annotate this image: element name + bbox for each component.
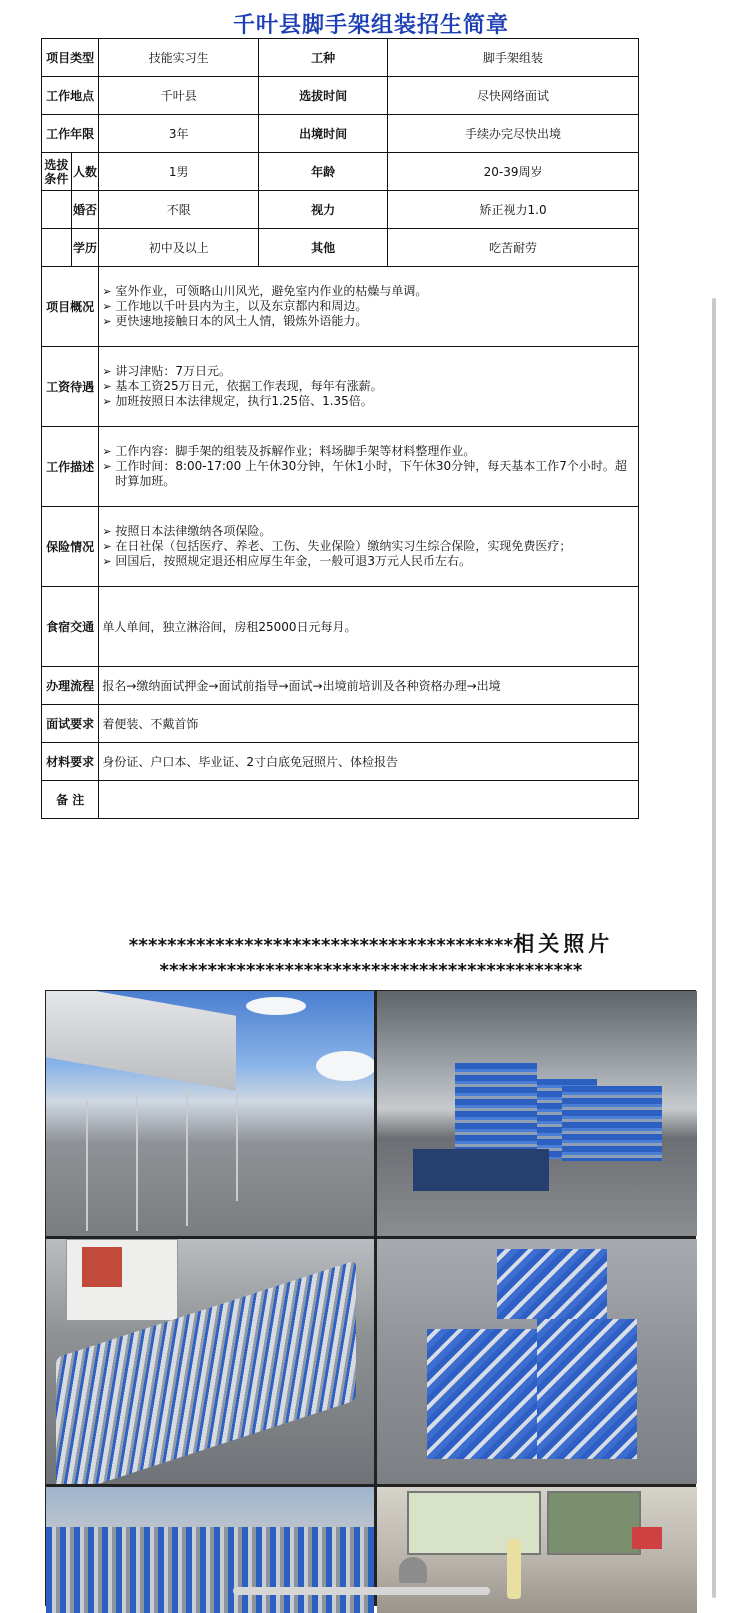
vending-machine-panel [82, 1247, 122, 1287]
scrollbar-thumb[interactable] [712, 298, 716, 1598]
cell-value: 不限 [99, 191, 259, 229]
cell-value: 报名→缴纳面试押金→面试前指导→面试→出境前培训及各种资格办理→出境 [99, 667, 639, 705]
scaffold-stack [455, 1063, 537, 1153]
photo-scaffold-frames[interactable] [377, 1239, 697, 1484]
stars-decoration: **************************************** [128, 935, 514, 956]
cell-empty [42, 191, 72, 229]
photo-construction-site[interactable] [46, 991, 374, 1236]
list-item: ➢ 加班按照日本法律规定，执行1.25倍、1.35倍。 [102, 394, 636, 409]
red-object-shape [632, 1527, 662, 1549]
salary-list [102, 364, 636, 409]
scaffold-rack [46, 1527, 374, 1613]
scaffold-stack [562, 1086, 662, 1161]
table-row [42, 77, 639, 115]
list-item: ➢ 回国后，按照规定退还相应厚生年金，一般可退3万元人民币左右。 [102, 554, 636, 569]
cell-label: 工资待遇 [42, 347, 99, 427]
photo-pipes-on-ground[interactable] [46, 1239, 374, 1484]
cell-label: 出境时间 [259, 115, 388, 153]
scaffold-pole [236, 1091, 238, 1201]
cell-value: 身份证、户口本、毕业证、2寸白底免冠照片、体检报告 [99, 743, 639, 781]
cell-label: 保险情况 [42, 507, 99, 587]
cell-value: 千叶县 [99, 77, 259, 115]
cell-value: 尽快网络面试 [388, 77, 639, 115]
scaffold-pole [86, 1101, 88, 1231]
frame-stack [497, 1249, 607, 1319]
scaffold-pole [186, 1086, 188, 1226]
cell-label: 材料要求 [42, 743, 99, 781]
list-item: ➢ 室外作业，可领略山川风光，避免室内作业的枯燥与单调。 [102, 284, 636, 299]
frame-stack [537, 1319, 637, 1459]
home-indicator[interactable] [233, 1587, 490, 1595]
cell-empty [42, 229, 72, 267]
insurance-list [102, 524, 636, 569]
cell-value [99, 267, 639, 347]
table-row [42, 507, 639, 587]
cell-value: 吃苦耐劳 [388, 229, 639, 267]
cell-label: 选拔时间 [259, 77, 388, 115]
kettle-shape [399, 1557, 427, 1583]
cell-label: 人数 [71, 153, 99, 191]
cell-value: 手续办完尽快出境 [388, 115, 639, 153]
cell-value [99, 427, 639, 507]
photo-scaffold-stacks[interactable] [377, 991, 697, 1236]
container-bin [413, 1149, 549, 1191]
cell-value: 初中及以上 [99, 229, 259, 267]
scaffold-pole [136, 1091, 138, 1231]
list-item: ➢ 基本工资25万日元，依据工作表现，每年有涨薪。 [102, 379, 636, 394]
photos-heading-line [0, 928, 742, 958]
table-row [42, 191, 639, 229]
cell-value: 单人单间，独立淋浴间，房租25000日元每月。 [99, 587, 639, 667]
table-row [42, 39, 639, 77]
cell-label: 工作地点 [42, 77, 99, 115]
table-row [42, 705, 639, 743]
cell-label: 项目类型 [42, 39, 99, 77]
page-title: 千叶县脚手架组装招生简章 [232, 13, 509, 38]
table-row [42, 743, 639, 781]
cell-label: 视力 [259, 191, 388, 229]
cell-label: 食宿交通 [42, 587, 99, 667]
cell-value: 1男 [99, 153, 259, 191]
building-roof-shape [46, 991, 236, 1091]
cell-label: 工作描述 [42, 427, 99, 507]
cell-value: 20-39周岁 [388, 153, 639, 191]
cell-group-label: 选拔条件 [42, 153, 72, 191]
table-row [42, 115, 639, 153]
list-item: ➢ 在日社保（包括医疗、养老、工伤、失业保险）缴纳实习生综合保险，实现免费医疗； [102, 539, 636, 554]
recruitment-info-table [41, 38, 639, 819]
cell-label: 年龄 [259, 153, 388, 191]
cell-label: 项目概况 [42, 267, 99, 347]
cell-label: 学历 [71, 229, 99, 267]
cell-label: 婚否 [71, 191, 99, 229]
cell-label: 备 注 [42, 781, 99, 819]
cell-value: 矫正视力1.0 [388, 191, 639, 229]
cell-label: 办理流程 [42, 667, 99, 705]
list-item: ➢ 工作内容：脚手架的组装及拆解作业；料场脚手架等材料整理作业。 [102, 444, 636, 459]
table-row [42, 229, 639, 267]
photos-heading: 相关照片 [513, 932, 614, 956]
list-item: ➢ 按照日本法律缴纳各项保险。 [102, 524, 636, 539]
overview-list [102, 284, 636, 329]
cell-label: 其他 [259, 229, 388, 267]
table-row [42, 153, 639, 191]
list-item: ➢ 讲习津贴：7万日元。 [102, 364, 636, 379]
cell-label: 工种 [259, 39, 388, 77]
cell-value [99, 347, 639, 427]
cell-value [99, 781, 639, 819]
cell-label: 面试要求 [42, 705, 99, 743]
frame-stack [427, 1329, 537, 1459]
bottle-shape [507, 1539, 521, 1599]
list-item: ➢ 工作时间：8:00-17:00 上午休30分钟，午休1小时，下午休30分钟，每天基本工作7个小时。超时算加班。 [102, 459, 636, 489]
cloud-shape [316, 1051, 374, 1081]
cell-value: 着便装、不戴首饰 [99, 705, 639, 743]
cell-value: 3年 [99, 115, 259, 153]
table-row [42, 347, 639, 427]
table-row [42, 267, 639, 347]
cloud-shape [246, 997, 306, 1015]
cell-value [99, 507, 639, 587]
window-shape [547, 1491, 641, 1555]
work-list [102, 444, 636, 489]
cell-value: 脚手架组装 [388, 39, 639, 77]
stars-decoration: ******************************************** [159, 960, 583, 981]
table-row [42, 587, 639, 667]
list-item: ➢ 更快速地接触日本的风土人情，锻炼外语能力。 [102, 314, 636, 329]
cell-value: 技能实习生 [99, 39, 259, 77]
table-row [42, 427, 639, 507]
photo-grid [45, 990, 696, 1606]
list-item: ➢ 工作地以千叶县内为主，以及东京都内和周边。 [102, 299, 636, 314]
table-row [42, 667, 639, 705]
table-row [42, 781, 639, 819]
cell-label: 工作年限 [42, 115, 99, 153]
